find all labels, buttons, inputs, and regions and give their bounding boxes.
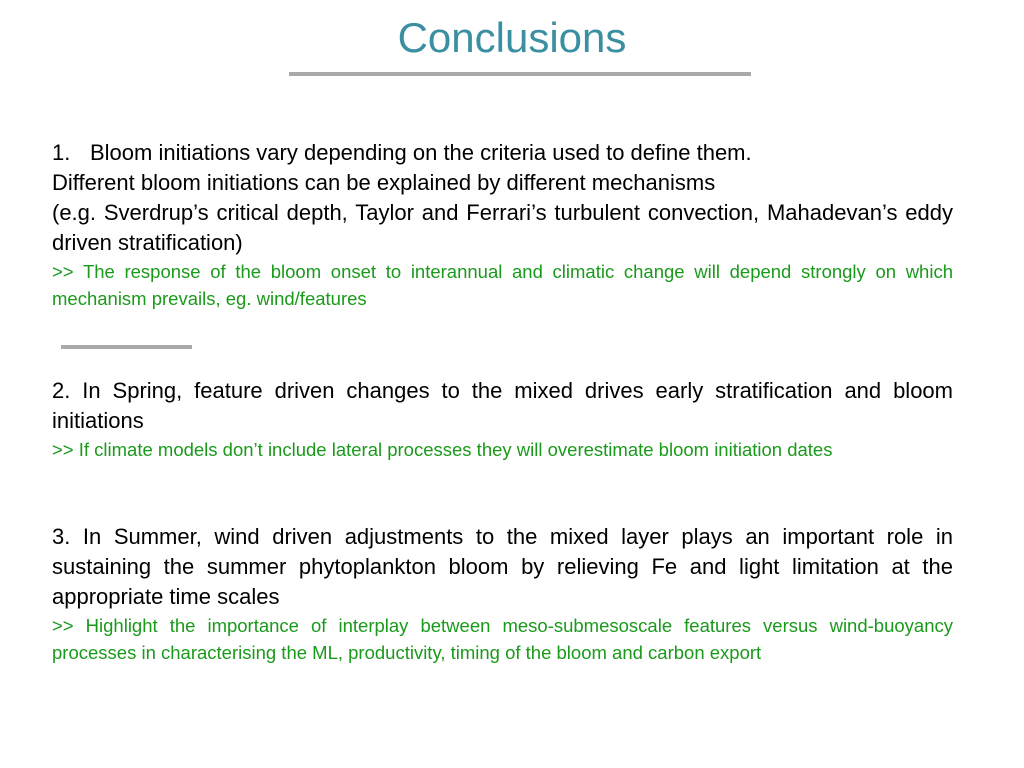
point-1-line-1 [52, 138, 953, 168]
title-underline [289, 72, 751, 76]
conclusion-point-2 [52, 376, 953, 463]
section-divider [61, 345, 192, 349]
point-3-implication: >> Highlight the importance of interplay between meso-submesoscale features versus wind-buoyancy processes in characterising the ML, productivity, timing of the bloom and carbon export [52, 615, 953, 663]
point-3-statement: 3. In Summer, wind driven adjustments to the mixed layer plays an important role in sustaining the summer phytoplankton bloom by relieving Fe and light limitation at the appropriate time scales [52, 524, 953, 609]
conclusion-point-1 [52, 138, 953, 312]
point-2-statement: 2. In Spring, feature driven changes to the mixed drives early stratification and bloom initiations [52, 378, 953, 433]
point-1-line-2: Different bloom initiations can be explained by different mechanisms [52, 170, 716, 195]
slide-title: Conclusions [397, 14, 627, 61]
point-1-number: 1. [52, 140, 71, 165]
conclusion-point-3 [52, 522, 953, 666]
point-1-statement: Bloom initiations vary depending on the criteria used to define them. [90, 140, 752, 165]
point-1-implication: >> The response of the bloom onset to interannual and climatic change will depend strongly on which mechanism prevails, eg. wind/features [52, 261, 953, 309]
point-2-implication: >> If climate models don’t include lateral processes they will overestimate bloom initiation dates [52, 439, 833, 460]
point-1-examples: (e.g. Sverdrup’s critical depth, Taylor and Ferrari’s turbulent convection, Mahadevan’s eddy driven stratification) [52, 200, 953, 255]
